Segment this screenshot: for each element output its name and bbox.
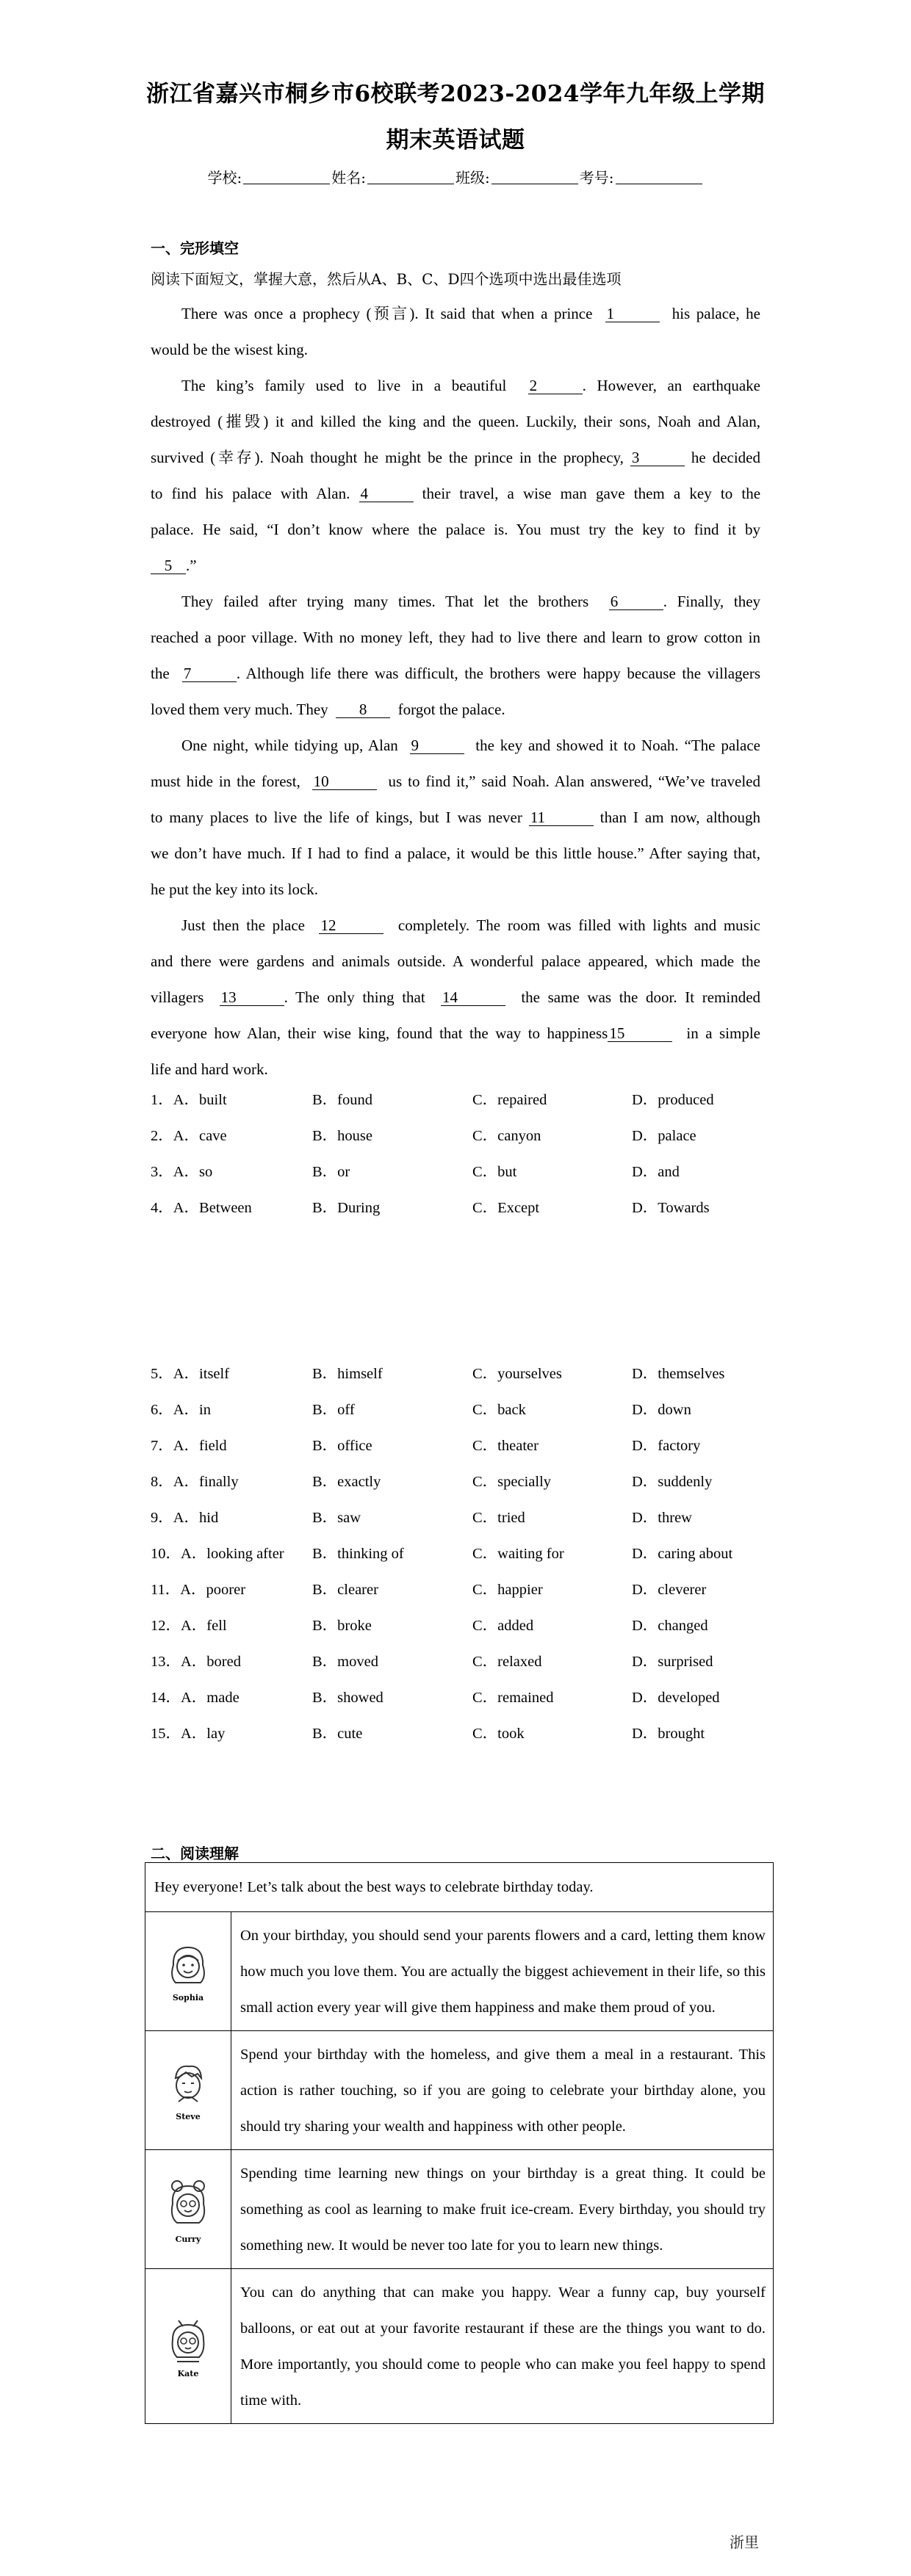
option-c[interactable]: C．canyon (472, 1128, 541, 1144)
option-d[interactable]: D．cleverer (632, 1582, 707, 1598)
options-group-1 (151, 1087, 775, 1231)
blank-13: 13 (220, 989, 284, 1006)
option-row-12 (151, 1613, 775, 1649)
option-row-2 (151, 1123, 775, 1159)
option-a[interactable]: 13．A．bored (151, 1654, 241, 1670)
option-row-3 (151, 1159, 775, 1195)
passage-paragraph-2: The king’s family used to live in a beautiful 2 . However, an earthquake destroyed (摧毁) it and killed the king and the queen. Luckily, their sons, Noah and Alan, survived (幸存). Noah thought he might be the prince in the prophecy, 3 he decided to find his palace with Alan. 4 their travel, a wise man gave them a key to the palace. He said, “I don’t know where the palace is. You must try the key to find it by 5 .” (151, 377, 761, 574)
name-field[interactable] (367, 170, 454, 184)
blank-9: 9 (410, 737, 464, 754)
table-row (145, 2269, 774, 2424)
passage-paragraph-4: One night, while tidying up, Alan 9 the key and showed it to Noah. “The palace must hide in the forest, 10 us to find it,” said Noah. Alan answered, “We’ve traveled to many places to live the life of kings, but I was never 11 than I am now, although we don’t have much. If I had to find a palace, it would be this little house.” After saying that, he put the key into its lock. (151, 737, 761, 898)
option-a[interactable]: 11．A．poorer (151, 1582, 246, 1598)
option-d[interactable]: D．down (632, 1402, 691, 1418)
kate-avatar-icon (162, 2315, 214, 2367)
avatar-name: Sophia (172, 1993, 204, 2002)
blank-14: 14 (441, 989, 505, 1006)
blank-5: 5 (151, 557, 186, 574)
option-c[interactable]: C．but (472, 1164, 517, 1180)
reading-intro: Hey everyone! Let’s talk about the best ways to celebrate birthday today. (145, 1863, 774, 1912)
option-c[interactable]: C．theater (472, 1438, 539, 1454)
table-row (145, 2150, 774, 2269)
blank-11: 11 (529, 809, 594, 826)
option-row-9 (151, 1505, 775, 1541)
options-group-2 (151, 1361, 775, 1756)
option-d[interactable]: D．brought (632, 1726, 705, 1742)
option-c[interactable]: C．specially (472, 1474, 552, 1490)
option-a[interactable]: 15．A．lay (151, 1726, 226, 1742)
section1-title: 一、完形填空 (151, 239, 239, 257)
blank-12: 12 (319, 917, 384, 934)
option-d[interactable]: D．surprised (632, 1654, 713, 1670)
option-d[interactable]: D．changed (632, 1618, 708, 1634)
option-b[interactable]: B．or (312, 1164, 350, 1180)
table-row (145, 1912, 774, 2031)
blank-4: 4 (359, 485, 414, 502)
option-row-4 (151, 1195, 775, 1231)
class-label: 班级: (455, 169, 490, 187)
option-row-6 (151, 1397, 775, 1433)
option-c[interactable]: C．back (472, 1402, 526, 1418)
page-title: 浙江省嘉兴市桐乡市6校联考2023-2024学年九年级上学期 (146, 81, 765, 107)
avatar-name: Kate (177, 2368, 199, 2378)
option-b[interactable]: B．cute (312, 1726, 363, 1742)
option-d[interactable]: D．Towards (632, 1200, 710, 1216)
student-info-line (0, 166, 911, 187)
option-c[interactable]: C．Except (472, 1200, 540, 1216)
option-a[interactable]: 6．A．in (151, 1402, 211, 1418)
option-row-8 (151, 1469, 775, 1505)
class-field[interactable] (491, 170, 578, 184)
avatar-cell (145, 1912, 231, 2031)
curry-avatar-icon (161, 2174, 215, 2233)
section1-instruction: 阅读下面短文，掌握大意，然后从A、B、C、D四个选项中选出最佳选项 (151, 270, 622, 288)
table-row (145, 2031, 774, 2150)
option-d[interactable]: D．and (632, 1164, 680, 1180)
avatar-name: Curry (175, 2235, 201, 2244)
option-row-10 (151, 1541, 775, 1577)
option-a[interactable]: 7．A．field (151, 1438, 227, 1454)
option-a[interactable]: 8．A．finally (151, 1474, 239, 1490)
school-label: 学校: (207, 169, 242, 187)
option-a[interactable]: 1．A．built (151, 1092, 227, 1108)
avatar-cell (145, 2031, 231, 2150)
option-d[interactable]: D．suddenly (632, 1474, 713, 1490)
option-b[interactable]: B．house (312, 1128, 372, 1144)
option-b[interactable]: B．himself (312, 1366, 383, 1382)
option-c[interactable]: C．remained (472, 1690, 554, 1706)
page-footer: 浙里 (730, 2533, 759, 2551)
avatar-cell (145, 2269, 231, 2424)
option-d[interactable]: D．themselves (632, 1366, 725, 1382)
option-d[interactable]: D．factory (632, 1438, 701, 1454)
sophia-avatar-icon (162, 1940, 214, 1991)
option-row-5 (151, 1361, 775, 1397)
steve-avatar-icon (162, 2059, 214, 2110)
option-a[interactable]: 4．A．Between (151, 1200, 252, 1216)
option-b[interactable]: B．exactly (312, 1474, 381, 1490)
blank-7: 7 (182, 665, 237, 682)
reading-table (145, 1862, 774, 2424)
option-c[interactable]: C．repaired (472, 1092, 547, 1108)
blank-8: 8 (336, 701, 390, 718)
exam-no-field[interactable] (616, 170, 702, 184)
page-title-line2: 期末英语试题 (386, 127, 525, 153)
passage-paragraph-1: There was once a prophecy (预言). It said that when a prince 1 his palace, he would be the wisest king. (151, 305, 760, 358)
avatar-cell (145, 2150, 231, 2269)
option-c[interactable]: C．took (472, 1726, 525, 1742)
blank-2: 2 (528, 377, 583, 394)
option-row-15 (151, 1721, 775, 1756)
option-row-14 (151, 1685, 775, 1721)
option-b[interactable]: B．saw (312, 1510, 361, 1526)
option-c[interactable]: C．tried (472, 1510, 525, 1526)
opinion-text: Spend your birthday with the homeless, and give them a meal in a restaurant. This action is rather touching, so if you are going to celebrate your birthday alone, you should try sharing your wealth and happiness with other people. (231, 2031, 774, 2150)
option-b[interactable]: B．broke (312, 1618, 372, 1634)
option-a[interactable]: 3．A．so (151, 1164, 213, 1180)
avatar-name: Steve (176, 2112, 201, 2121)
option-a[interactable]: 2．A．cave (151, 1128, 227, 1144)
option-b[interactable]: B．off (312, 1402, 355, 1418)
section2-title: 二、阅读理解 (151, 1845, 239, 1862)
blank-10: 10 (312, 773, 377, 790)
option-b[interactable]: B．showed (312, 1690, 384, 1706)
option-row-7 (151, 1433, 775, 1469)
option-b[interactable]: B．moved (312, 1654, 378, 1670)
opinion-text: On your birthday, you should send your parents flowers and a card, letting them know how much you love them. You are actually the biggest achievement in their life, so this small action every year will give them happiness and make them proud of you. (231, 1912, 774, 2031)
option-a[interactable]: 5．A．itself (151, 1366, 230, 1382)
exam-no-label: 考号: (579, 169, 614, 187)
option-row-11 (151, 1577, 775, 1613)
passage-paragraph-3: They failed after trying many times. That let the brothers 6 . Finally, they reached a poor village. With no money left, they had to live there and learn to grow cotton in the 7 . Although life there was difficult, the brothers were happy because the villagers loved them very much. They 8 forgot the palace. (151, 593, 761, 718)
option-c[interactable]: C．relaxed (472, 1654, 542, 1670)
option-b[interactable]: B．thinking of (312, 1546, 404, 1562)
school-field[interactable] (243, 170, 330, 184)
option-row-13 (151, 1649, 775, 1685)
option-d[interactable]: D．developed (632, 1690, 720, 1706)
name-label: 姓名: (331, 169, 366, 187)
option-d[interactable]: D．palace (632, 1128, 696, 1144)
blank-1: 1 (605, 305, 660, 322)
option-b[interactable]: B．found (312, 1092, 372, 1108)
option-b[interactable]: B．During (312, 1200, 381, 1216)
blank-6: 6 (609, 593, 663, 610)
passage-paragraph-5: Just then the place 12 completely. The room was filled with lights and music and there were gardens and animals outside. A wonderful palace appeared, which made the villagers 13 . The only thing that 14 the same was the door. It reminded everyone how Alan, their wise king, found that the way to happiness15 in a simple life and hard work. (151, 916, 761, 1078)
option-d[interactable]: D．caring about (632, 1546, 733, 1562)
option-a[interactable]: 14．A．made (151, 1690, 240, 1706)
option-c[interactable]: C．added (472, 1618, 534, 1634)
opinion-text: You can do anything that can make you happy. Wear a funny cap, buy yourself balloons, or eat out at your favorite restaurant if these are the things you want to do. More importantly, you should come to people who can make you feel happy to spend time with. (231, 2269, 774, 2424)
option-c[interactable]: C．happier (472, 1582, 543, 1598)
option-row-1 (151, 1087, 775, 1123)
opinion-text: Spending time learning new things on your birthday is a great thing. It could be something as cool as learning to make fruit ice-cream. Every birthday, you should try something new. It would be never too late for you to learn new things. (231, 2150, 774, 2269)
option-b[interactable]: B．office (312, 1438, 372, 1454)
option-c[interactable]: C．waiting for (472, 1546, 564, 1562)
blank-15: 15 (608, 1025, 672, 1042)
option-a[interactable]: 12．A．fell (151, 1618, 227, 1634)
option-d[interactable]: D．threw (632, 1510, 692, 1526)
option-b[interactable]: B．clearer (312, 1582, 378, 1598)
option-c[interactable]: C．yourselves (472, 1366, 562, 1382)
option-a[interactable]: 10．A．looking after (151, 1546, 284, 1562)
option-a[interactable]: 9．A．hid (151, 1510, 219, 1526)
option-d[interactable]: D．produced (632, 1092, 714, 1108)
blank-3: 3 (630, 449, 685, 466)
